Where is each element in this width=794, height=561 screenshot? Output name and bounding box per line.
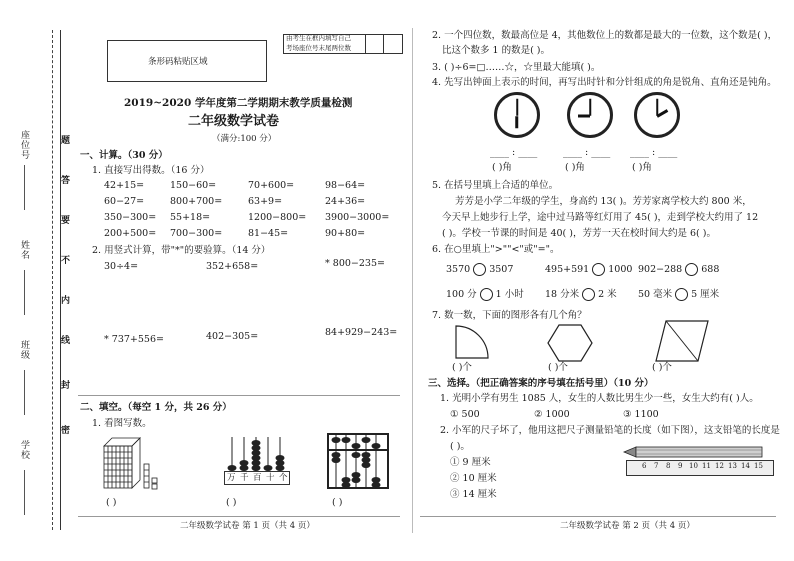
compare-circle[interactable] <box>582 288 595 301</box>
vertical-calc-item[interactable]: * 737+556= <box>104 334 164 345</box>
clock-hour-hand <box>516 116 519 128</box>
class-label: 班级 <box>19 340 29 360</box>
s1-q2-title: 2. 用竖式计算，带"*"的要验算。（14 分） <box>92 245 271 256</box>
choice-option[interactable]: ② 1000 <box>534 409 570 420</box>
footer-rule <box>420 516 776 517</box>
pencil-figure <box>622 445 772 459</box>
ruler-tick-label: 6 <box>642 462 647 470</box>
p2-q5-line1: 芳芳是小学二年级的学生，身高约 13( )。芳芳家离学校大约 800 米， <box>455 196 752 207</box>
place-label: 十 <box>266 473 275 483</box>
clock-face-2 <box>567 92 613 138</box>
p2-q6: 6. 在○里填上">""<"或"="。 <box>432 244 560 255</box>
compare-item <box>446 288 524 301</box>
clock-hour-hand <box>656 109 668 117</box>
compare-right: 688 <box>701 264 720 275</box>
seal-char: 要 <box>59 215 69 225</box>
abacus-figure <box>326 432 390 492</box>
clock-minute-hand <box>516 99 518 116</box>
seat-notice-divider <box>365 34 366 54</box>
compare-item <box>545 263 632 276</box>
broken-ruler <box>626 460 774 476</box>
angle-blank[interactable]: ( )角 <box>565 162 585 173</box>
compare-item <box>638 263 719 276</box>
name-line <box>24 270 25 315</box>
time-blank[interactable]: ____ : ____ <box>630 147 678 158</box>
oral-calc-item[interactable]: 24+36= <box>325 196 366 207</box>
compare-circle[interactable] <box>685 263 698 276</box>
paper-title: 二年级数学试卷 <box>188 114 280 129</box>
place-label: 万 <box>227 473 236 483</box>
ruler-tick-label: 13 <box>728 462 737 470</box>
time-blank[interactable]: ____ : ____ <box>490 147 538 158</box>
exam-title: 2019~2020 学年度第二学期期末教学质量检测 <box>124 97 353 109</box>
oral-calc-item[interactable]: 150−60= <box>170 180 217 191</box>
p2-q3: 3. ( )÷6=□……☆，☆里最大能填( )。 <box>432 62 601 73</box>
clock-face-3 <box>634 92 680 138</box>
compare-left: 100 分 <box>446 289 477 300</box>
seal-char: 封 <box>59 380 69 390</box>
choice-option[interactable]: ③ 14 厘米 <box>450 489 497 500</box>
compare-circle[interactable] <box>592 263 605 276</box>
oral-calc-item[interactable]: 55+18= <box>170 212 211 223</box>
ruler-tick-label: 15 <box>754 462 763 470</box>
ruler-tick-label: 14 <box>741 462 750 470</box>
p2-q2-line1: 2. 一个四位数，数最高位是 4，其他数位上的数都是最大的一位数，这个数是( )， <box>432 30 778 41</box>
compare-right: 2 米 <box>598 289 617 300</box>
compare-item <box>545 288 617 301</box>
seat-notice-divider <box>383 34 384 54</box>
ruler-tick-label: 9 <box>678 462 683 470</box>
angle-blank[interactable]: ( )角 <box>492 162 512 173</box>
vertical-calc-item[interactable]: 30÷4= <box>104 261 139 272</box>
footer-rule <box>78 516 400 517</box>
oral-calc-item[interactable]: 63+9= <box>248 196 283 207</box>
seal-char: 密 <box>59 425 69 435</box>
compare-left: 18 分米 <box>545 289 580 300</box>
p2-q5-line3: ( )。学校一节课的时间是 40( )，芳芳一天在校时间大约是 6( )。 <box>442 228 716 239</box>
angle-count-blank[interactable]: ( )个 <box>452 362 472 373</box>
p2-q4: 4. 先写出钟面上表示的时间，再写出时针和分针组成的角是锐角、直角还是钝角。 <box>432 77 777 88</box>
place-label: 百 <box>253 473 262 483</box>
compare-left: 902−288 <box>638 264 683 275</box>
oral-calc-item[interactable]: 90+80= <box>325 228 366 239</box>
oral-calc-item[interactable]: 42+15= <box>104 180 145 191</box>
clock-minute-hand <box>589 99 591 116</box>
oral-calc-item[interactable]: 81−45= <box>248 228 289 239</box>
choice-option[interactable]: ① 9 厘米 <box>450 457 491 468</box>
name-label: 姓名 <box>19 240 29 260</box>
p2-q5: 5. 在括号里填上合适的单位。 <box>432 180 559 191</box>
compare-item <box>446 263 513 276</box>
hexagon-shape <box>545 322 595 364</box>
compare-right: 5 厘米 <box>691 289 720 300</box>
choice-q2-line2: ( )。 <box>450 441 470 452</box>
p2-q2-line2: 比这个数多 1 的数是( )。 <box>442 45 551 56</box>
answer-blank[interactable]: ( ) <box>226 497 237 508</box>
compare-item <box>638 288 719 301</box>
answer-blank[interactable]: ( ) <box>332 497 343 508</box>
oral-calc-item[interactable]: 350−300= <box>104 212 157 223</box>
oral-calc-item[interactable]: 3900−3000= <box>325 212 390 223</box>
choice-option[interactable]: ③ 1100 <box>623 409 659 420</box>
section2-title: 二、填空。（每空 1 分，共 26 分） <box>80 402 232 413</box>
compare-right: 1 小时 <box>495 289 524 300</box>
vertical-calc-item[interactable]: 84+929−243= <box>325 327 398 338</box>
compare-right: 1000 <box>608 264 633 275</box>
page1-footer: 二年级数学试卷 第 1 页（共 4 页） <box>180 521 315 531</box>
seal-char: 不 <box>59 255 69 265</box>
compare-circle[interactable] <box>675 288 688 301</box>
ruler-tick-label: 12 <box>715 462 724 470</box>
vertical-calc-item[interactable]: * 800−235= <box>325 258 385 269</box>
seat-notice-line1: 由考生在框内填写自己 <box>286 34 351 42</box>
page2-footer: 二年级数学试卷 第 2 页（共 4 页） <box>560 521 695 531</box>
choice-q1: 1. 光明小学有男生 1085 人，女生的人数比男生少一些，女生大约有( )人。 <box>440 393 759 404</box>
seal-char: 内 <box>59 295 69 305</box>
school-line <box>24 470 25 515</box>
oral-calc-item[interactable]: 60−27= <box>104 196 145 207</box>
compare-left: 3570 <box>446 264 471 275</box>
s2-q1-title: 1. 看图写数。 <box>92 418 152 429</box>
place-label: 个 <box>279 473 288 483</box>
compare-right: 3507 <box>489 264 514 275</box>
angle-count-blank[interactable]: ( )个 <box>652 362 672 373</box>
choice-option[interactable]: ② 10 厘米 <box>450 473 497 484</box>
time-blank[interactable]: ____ : ____ <box>563 147 611 158</box>
compare-left: 50 毫米 <box>638 289 673 300</box>
ruler-tick-label: 7 <box>654 462 659 470</box>
compare-circle[interactable] <box>480 288 493 301</box>
base-ten-blocks-figure <box>100 434 160 494</box>
answer-blank[interactable]: ( ) <box>106 497 117 508</box>
seat-number-label: 座位号 <box>19 130 29 160</box>
vertical-calc-item[interactable]: 402−305= <box>206 331 259 342</box>
full-score: （满分:100 分） <box>212 134 277 144</box>
p2-q5-line2: 今天早上她步行上学，途中过马路等红灯用了 45( )，走到学校大约用了 12 <box>442 212 759 223</box>
oral-calc-item[interactable]: 70+600= <box>248 180 295 191</box>
compare-left: 495+591 <box>545 264 590 275</box>
parallelogram-shape <box>652 318 712 364</box>
section-divider <box>78 395 400 396</box>
oral-calc-item[interactable]: 700−300= <box>170 228 223 239</box>
section1-title: 一、计算。（30 分） <box>80 150 168 161</box>
center-fold <box>412 28 413 533</box>
angle-count-blank[interactable]: ( )个 <box>548 362 568 373</box>
school-label: 学校 <box>19 440 29 460</box>
ruler-tick-label: 11 <box>702 462 711 470</box>
oral-calc-item[interactable]: 200+500= <box>104 228 157 239</box>
p2-q7: 7. 数一数，下面的图形各有几个角？ <box>432 310 587 321</box>
ruler-tick-label: 8 <box>666 462 671 470</box>
vertical-calc-item[interactable]: 352+658= <box>206 261 259 272</box>
ruler-tick-label: 10 <box>689 462 698 470</box>
seat-number-line <box>24 165 25 210</box>
clock-hour-hand <box>578 115 590 118</box>
oral-calc-item[interactable]: 1200−800= <box>248 212 307 223</box>
seal-char: 题 <box>59 135 69 145</box>
binding-dashed-line <box>52 30 53 530</box>
quarter-circle-shape <box>452 322 496 362</box>
choice-q2-line1: 2. 小军的尺子坏了，他用这把尺子测量铅笔的长度（如下图），这支铅笔的长度是 <box>440 425 780 436</box>
place-label: 千 <box>240 473 249 483</box>
choice-option[interactable]: ① 500 <box>450 409 480 420</box>
barcode-area-label: 条形码粘贴区域 <box>148 57 208 67</box>
seal-char: 线 <box>59 335 69 345</box>
compare-circle[interactable] <box>473 263 486 276</box>
seal-char: 答 <box>59 175 69 185</box>
s1-q1-title: 1. 直接写出得数。（16 分） <box>92 165 210 176</box>
oral-calc-item[interactable]: 800+700= <box>170 196 223 207</box>
class-line <box>24 370 25 415</box>
section3-title: 三、选择。（把正确答案的序号填在括号里）（10 分） <box>428 378 654 389</box>
oral-calc-item[interactable]: 98−64= <box>325 180 366 191</box>
binding-solid-line <box>60 30 61 530</box>
seat-notice-line2: 考场座位号末尾两位数 <box>286 44 351 52</box>
angle-blank[interactable]: ( )角 <box>632 162 652 173</box>
clock-face-1 <box>494 92 540 138</box>
